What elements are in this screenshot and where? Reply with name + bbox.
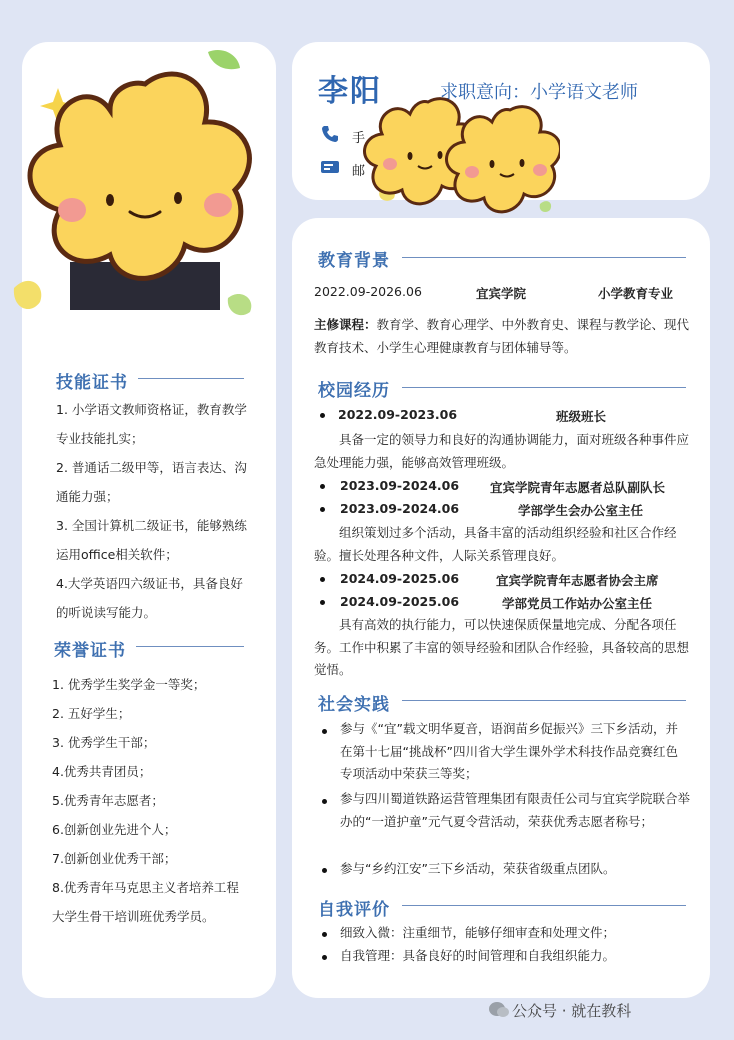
skills-title: 技能证书	[56, 373, 128, 393]
honor-item: 3. 优秀学生干部；	[52, 735, 156, 750]
skill-item: 1. 小学语文教师资格证，教育教学专业技能扎实；	[56, 402, 247, 446]
honor-item: 7.创新创业优秀干部；	[52, 851, 177, 866]
courses-label: 主修课程：	[314, 317, 377, 332]
education-divider	[402, 257, 686, 258]
campus-date: 2023.09-2024.06	[340, 478, 460, 493]
skills-divider	[138, 378, 244, 379]
candidate-name: 李阳	[318, 74, 382, 109]
bullet	[320, 600, 325, 605]
campus-role: 班级班长	[556, 409, 607, 424]
skill-item: 4.大学英语四六级证书，具备良好的听说读写能力。	[56, 576, 243, 620]
social-item: 参与四川蜀道铁路运营管理集团有限责任公司与宜宾学院联合举办的“一道护童”元气夏令营活动，荣获优秀志愿者称号；	[340, 791, 691, 829]
campus-role: 学部学生会办公室主任	[518, 503, 644, 518]
honors-title: 荣誉证书	[54, 641, 126, 661]
campus-desc: 组织策划过多个活动，具备丰富的活动组织经验和社区合作经验。擅长处理各种文件，人际关系管理良好。	[314, 525, 677, 563]
campus-date: 2024.09-2025.06	[340, 571, 460, 586]
campus-role: 宜宾学院青年志愿者协会主席	[496, 573, 659, 588]
education-school: 宜宾学院	[476, 286, 527, 301]
campus-date: 2022.09-2023.06	[338, 407, 458, 422]
honor-item: 8.优秀青年马克思主义者培养工程大学生骨干培训班优秀学员。	[52, 880, 239, 924]
flower-stickers-small	[360, 92, 560, 222]
campus-title: 校园经历	[318, 381, 390, 401]
honor-item: 4.优秀共青团员；	[52, 764, 152, 779]
bullet	[322, 932, 327, 937]
campus-role: 宜宾学院青年志愿者总队副队长	[490, 480, 666, 495]
campus-role: 学部党员工作站办公室主任	[502, 596, 653, 611]
watermark: 公众号 · 就在教科	[512, 1002, 632, 1020]
self-eval-item: 自我管理：具备良好的时间管理和自我组织能力。	[340, 948, 616, 963]
honors-list	[52, 670, 248, 931]
skill-item: 2. 普通话二级甲等，语言表达、沟通能力强；	[56, 460, 247, 504]
wechat-icon	[488, 1000, 510, 1020]
self-eval-item: 细致入微：注重细节，能够仔细审查和处理文件；	[340, 925, 616, 940]
honor-item: 6.创新创业先进个人；	[52, 822, 177, 837]
email-label: 邮	[352, 164, 366, 179]
campus-desc: 具备一定的领导力和良好的沟通协调能力，面对班级各种事件应急处理能力强，能够高效管理班级。	[314, 432, 690, 470]
honors-divider	[136, 646, 244, 647]
skill-item: 3. 全国计算机二级证书，能够熟练运用office相关软件；	[56, 518, 247, 562]
bullet	[322, 955, 327, 960]
social-item: 参与《“宜”载文明华夏音，语润苗乡促振兴》三下乡活动，并在第十七届“挑战杯”四川省大学生课外学术科技作品竞赛红色专项活动中荣获三等奖；	[340, 721, 678, 781]
self-eval-title: 自我评价	[318, 900, 390, 920]
honor-item: 5.优秀青年志愿者；	[52, 793, 164, 808]
phone-label: 手	[352, 131, 366, 146]
education-major: 小学教育专业	[598, 286, 674, 301]
education-title: 教育背景	[318, 251, 390, 271]
leaf-icon	[208, 50, 240, 69]
bullet	[320, 577, 325, 582]
campus-date: 2023.09-2024.06	[340, 501, 460, 516]
bullet	[322, 729, 327, 734]
email-icon	[320, 157, 340, 177]
campus-desc: 具有高效的执行能力，可以快速保质保量地完成、分配各项任务。工作中积累了丰富的领导经验和团队合作经验，具备较高的思想觉悟。	[314, 617, 690, 677]
bullet	[322, 868, 327, 873]
honor-item: 1. 优秀学生奖学金一等奖；	[52, 677, 206, 692]
bullet	[320, 413, 325, 418]
job-intent: 求职意向：小学语文老师	[440, 82, 638, 103]
social-divider	[402, 700, 686, 701]
courses-text: 教育学、教育心理学、中外教育史、课程与教学论、现代教育技术、小学生心理健康教育与团体辅导等。	[314, 317, 690, 355]
social-title: 社会实践	[318, 695, 390, 715]
bullet	[320, 507, 325, 512]
bullet	[320, 484, 325, 489]
education-period: 2022.09-2026.06	[314, 284, 422, 299]
campus-date: 2024.09-2025.06	[340, 594, 460, 609]
education-courses	[314, 314, 690, 359]
flower-sticker-large	[0, 40, 275, 330]
phone-icon	[320, 124, 340, 144]
social-item: 参与“乡约江安”三下乡活动，荣获省级重点团队。	[340, 861, 616, 876]
self-eval-divider	[402, 905, 686, 906]
honor-item: 2. 五好学生；	[52, 706, 131, 721]
campus-divider	[402, 387, 686, 388]
bullet	[322, 799, 327, 804]
skills-list	[56, 395, 248, 627]
